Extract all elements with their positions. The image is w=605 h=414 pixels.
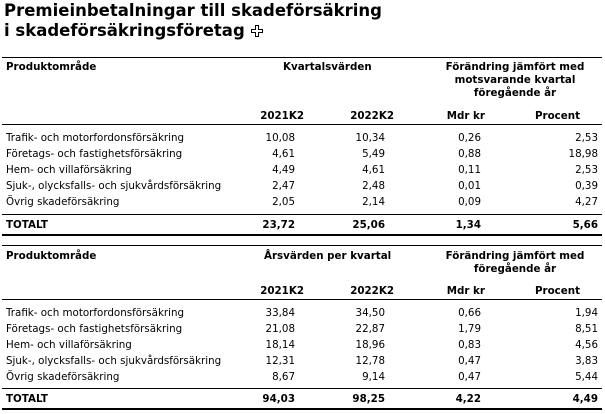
table1-product-header: Produktområde xyxy=(6,61,97,73)
table2-total-rule xyxy=(2,388,602,389)
table1-change-header-2: motsvarande kvartal xyxy=(454,74,576,86)
table1-total-label: TOTALT xyxy=(6,219,48,231)
table2-row-3-2022k2: 18,96 xyxy=(355,339,385,351)
table1-row-1-procent: 2,53 xyxy=(575,132,598,144)
table1-row-1-label: Trafik- och motorfordonsförsäkring xyxy=(6,132,185,144)
table2-total-2022k2: 98,25 xyxy=(352,393,385,405)
table1-total-mdr: 1,34 xyxy=(455,219,481,231)
table1-change-header-1: Förändring jämfört med xyxy=(445,61,585,73)
table2-row-1-2022k2: 34,50 xyxy=(355,307,385,319)
table1-row-3-2021k2: 4,49 xyxy=(272,164,295,176)
table2-total-procent: 4,49 xyxy=(572,393,598,405)
table2-row-3-2021k2: 18,14 xyxy=(265,339,295,351)
table1-row-2-2022k2: 5,49 xyxy=(362,148,385,160)
table1-row-3-mdr: 0,11 xyxy=(458,164,481,176)
table1-row-2-mdr: 0,88 xyxy=(458,148,481,160)
table2-top-rule xyxy=(2,245,602,246)
table1-row-4-mdr: 0,01 xyxy=(458,180,481,192)
table1-col-mdr: Mdr kr xyxy=(446,110,485,122)
table2-row-3-procent: 4,56 xyxy=(575,339,598,351)
table1-row-2-2021k2: 4,61 xyxy=(272,148,295,160)
table1-col-procent: Procent xyxy=(534,110,580,122)
table1-row-3-2022k2: 4,61 xyxy=(362,164,385,176)
table2-group-header: Årsvärden per kvartal xyxy=(264,250,392,262)
table1-total-2022k2: 25,06 xyxy=(352,219,385,231)
table1-change-header-3: föregående år xyxy=(473,87,557,99)
table1-group-header: Kvartalsvärden xyxy=(283,61,372,73)
table2-row-4-2022k2: 12,78 xyxy=(355,355,385,367)
table2-row-2-2022k2: 22,87 xyxy=(355,323,385,335)
table2-row-1-procent: 1,94 xyxy=(575,307,598,319)
table2-row-4-mdr: 0,47 xyxy=(458,355,481,367)
table1-total-rule xyxy=(2,214,602,215)
table2-row-5-2021k2: 8,67 xyxy=(272,371,295,383)
table1-total-procent: 5,66 xyxy=(572,219,598,231)
table1-row-4-label: Sjuk-, olycksfalls- och sjukvårdsförsäkring xyxy=(6,180,222,192)
table1-row-5-2021k2: 2,05 xyxy=(272,196,295,208)
table2-row-1-mdr: 0,66 xyxy=(458,307,481,319)
page-title-line-2: i skadeförsäkringsföretag xyxy=(4,21,245,40)
table1-row-4-2021k2: 2,47 xyxy=(272,180,295,192)
table2-row-2-procent: 8,51 xyxy=(575,323,598,335)
table2-bottom-rule xyxy=(2,408,602,410)
table2-col-2022k2: 2022K2 xyxy=(350,285,394,297)
table1-header-rule xyxy=(2,124,602,125)
table1-row-5-mdr: 0,09 xyxy=(458,196,481,208)
table1-row-2-procent: 18,98 xyxy=(568,148,598,160)
table1-top-rule xyxy=(2,57,602,58)
table2-row-1-2021k2: 33,84 xyxy=(265,307,295,319)
table1-total-2021k2: 23,72 xyxy=(262,219,295,231)
table2-row-3-mdr: 0,83 xyxy=(458,339,481,351)
table1-row-4-procent: 0,39 xyxy=(575,180,598,192)
table2-row-3-label: Hem- och villaförsäkring xyxy=(6,339,132,351)
table2-row-5-2022k2: 9,14 xyxy=(362,371,385,383)
table2-total-mdr: 4,22 xyxy=(455,393,481,405)
table2-col-2021k2: 2021K2 xyxy=(260,285,304,297)
table2-row-2-mdr: 1,79 xyxy=(458,323,481,335)
table2-row-5-mdr: 0,47 xyxy=(458,371,481,383)
table2-product-header: Produktområde xyxy=(6,250,97,262)
table2-row-4-label: Sjuk-, olycksfalls- och sjukvårdsförsäkring xyxy=(6,355,222,367)
table2-row-4-2021k2: 12,31 xyxy=(265,355,295,367)
table2-change-header-2: föregående år xyxy=(473,263,557,275)
table2-header-rule xyxy=(2,299,602,300)
plus-outline-icon[interactable] xyxy=(251,22,263,41)
table1-col-2022k2: 2022K2 xyxy=(350,110,394,122)
table1-row-1-2022k2: 10,34 xyxy=(355,132,385,144)
table1-row-3-label: Hem- och villaförsäkring xyxy=(6,164,132,176)
table2-total-2021k2: 94,03 xyxy=(262,393,295,405)
table1-row-4-2022k2: 2,48 xyxy=(362,180,385,192)
table2-change-header-1: Förändring jämfört med xyxy=(445,250,585,262)
table2-row-5-procent: 5,44 xyxy=(575,371,598,383)
table2-row-4-procent: 3,83 xyxy=(575,355,598,367)
page-title-line-2-container xyxy=(4,21,263,40)
page-title-line-1: Premieinbetalningar till skadeförsäkring xyxy=(4,1,382,20)
table1-row-1-mdr: 0,26 xyxy=(458,132,481,144)
table2-row-2-label: Företags- och fastighetsförsäkring xyxy=(6,323,183,335)
table2-row-5-label: Övrig skadeförsäkring xyxy=(6,371,120,383)
table1-col-2021k2: 2021K2 xyxy=(260,110,304,122)
table1-row-5-2022k2: 2,14 xyxy=(362,196,385,208)
table2-row-2-2021k2: 21,08 xyxy=(265,323,295,335)
table1-bottom-rule xyxy=(2,234,602,236)
table1-row-5-procent: 4,27 xyxy=(575,196,598,208)
table2-col-procent: Procent xyxy=(534,285,580,297)
table1-row-2-label: Företags- och fastighetsförsäkring xyxy=(6,148,183,160)
table1-row-3-procent: 2,53 xyxy=(575,164,598,176)
table2-col-mdr: Mdr kr xyxy=(446,285,485,297)
table1-row-5-label: Övrig skadeförsäkring xyxy=(6,196,120,208)
table1-row-1-2021k2: 10,08 xyxy=(265,132,295,144)
table2-row-1-label: Trafik- och motorfordonsförsäkring xyxy=(6,307,185,319)
table2-total-label: TOTALT xyxy=(6,393,48,405)
